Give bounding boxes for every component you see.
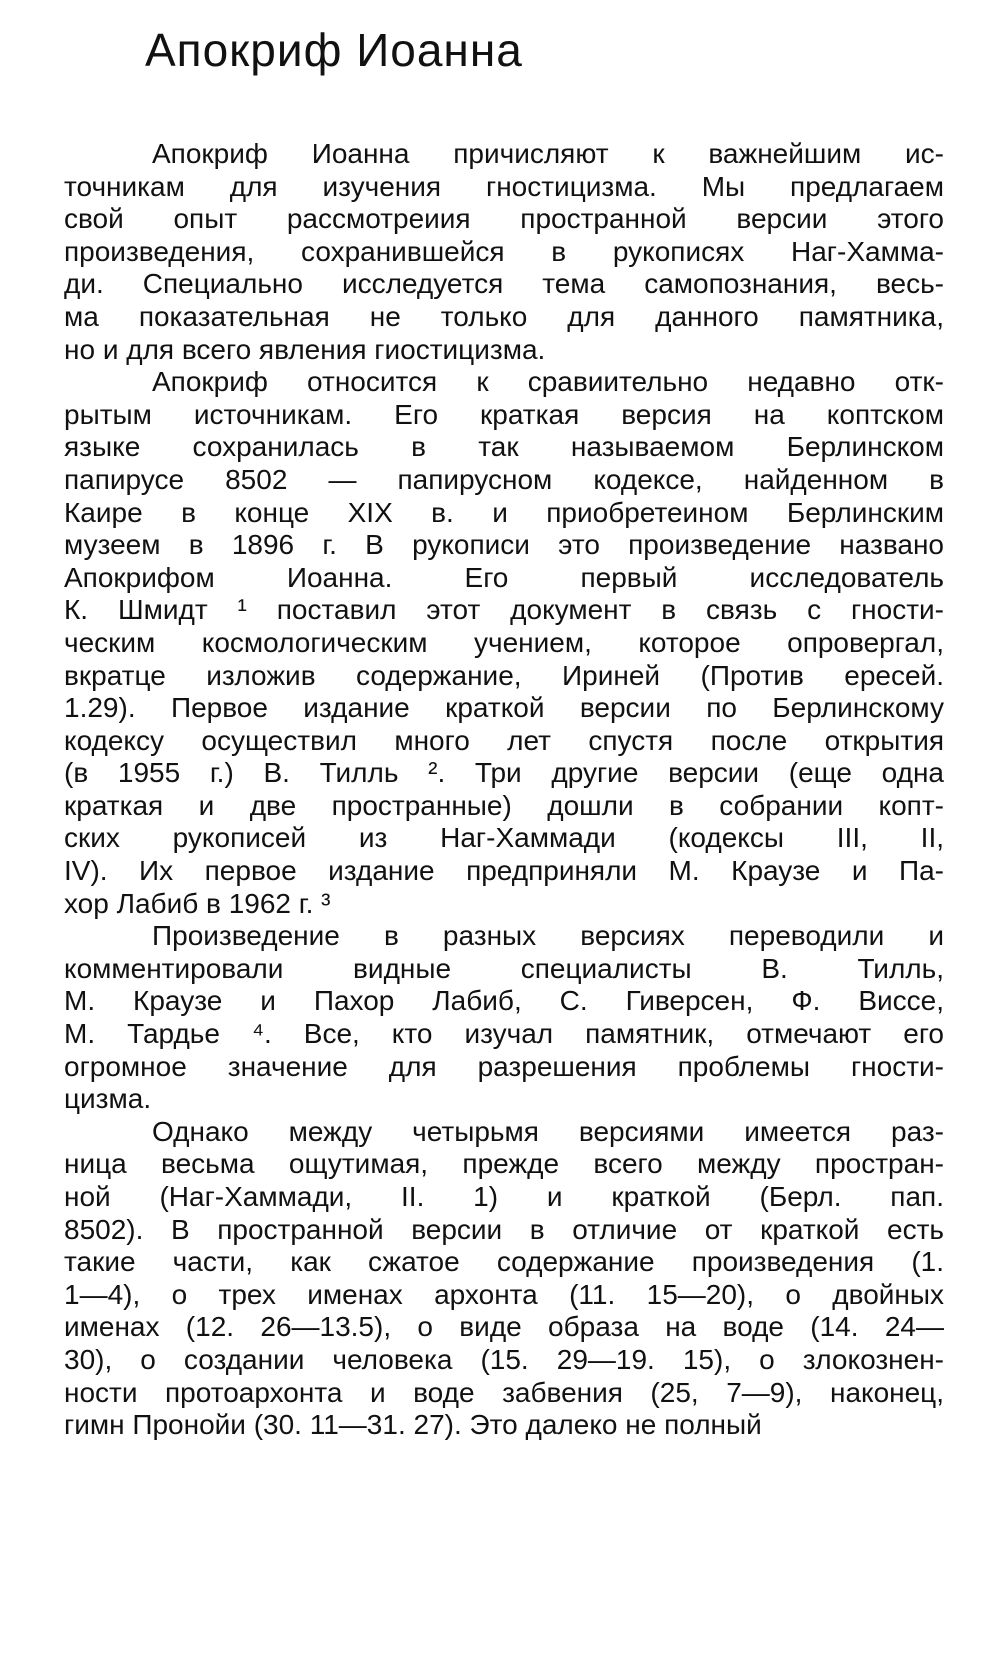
text-line: такие части, как сжатое содержание произведения (1. bbox=[64, 1246, 944, 1278]
text-line: ница весьма ощутимая, прежде всего между простран- bbox=[64, 1148, 944, 1180]
text-line: К. Шмидт ¹ поставил этот документ в связь с гности- bbox=[64, 594, 944, 626]
text-line: IV). Их первое издание предприняли М. Краузе и Па- bbox=[64, 855, 944, 887]
text-line: произведения, сохранившейся в рукописях Наг-Хамма- bbox=[64, 235, 944, 267]
text-line: языке сохранилась в так называемом Берлинском bbox=[64, 431, 944, 463]
text-line: папирусе 8502 — папирусном кодексе, найденном в bbox=[64, 463, 944, 495]
text-line: 1.29). Первое издание краткой версии по Берлинскому bbox=[64, 692, 944, 724]
text-line: Произведение в разных версиях переводили и bbox=[152, 920, 944, 952]
paragraph-4 bbox=[64, 1116, 944, 1442]
text-line: Апокриф относится к сравиительно недавно отк- bbox=[152, 366, 944, 398]
body-text bbox=[64, 138, 944, 1442]
page-title: Апокриф Иоанна bbox=[145, 24, 523, 76]
text-line: ских рукописей из Наг-Хаммади (кодексы III, II, bbox=[64, 822, 944, 854]
text-line: Апокрифом Иоанна. Его первый исследователь bbox=[64, 561, 944, 593]
text-line: огромное значение для разрешения проблемы гности- bbox=[64, 1050, 944, 1082]
text-line: точникам для изучения гностицизма. Мы предлагаем bbox=[64, 170, 944, 202]
text-line: Однако между четырьмя версиями имеется раз- bbox=[152, 1115, 944, 1147]
text-line: Апокриф Иоанна причисляют к важнейшим ис- bbox=[152, 138, 944, 169]
text-line: 1—4), о трех именах архонта (11. 15—20), о двойных bbox=[64, 1278, 944, 1310]
text-line: вкратце изложив содержание, Ириней (Против ересей. bbox=[64, 659, 944, 691]
text-line: именах (12. 26—13.5), о виде образа на воде (14. 24— bbox=[64, 1311, 944, 1343]
text-line: цизма. bbox=[64, 1083, 152, 1115]
text-line: М. Краузе и Пахор Лабиб, С. Гиверсен, Ф. Виссе, bbox=[64, 985, 944, 1017]
text-line: Каире в конце XIX в. и приобретеином Берлинским bbox=[64, 496, 944, 528]
text-line: ческим космологическим учением, которое опровергал, bbox=[64, 626, 944, 658]
text-line: музеем в 1896 г. В рукописи это произведение названо bbox=[64, 529, 944, 561]
text-line: 8502). В пространной версии в отличие от краткой есть bbox=[64, 1213, 944, 1245]
text-line: но и для всего явления гиостицизма. bbox=[64, 333, 546, 365]
text-line: ности протоархонта и воде забвения (25, 7—9), наконец, bbox=[64, 1376, 944, 1408]
text-line: М. Тардье ⁴. Все, кто изучал памятник, отмечают его bbox=[64, 1018, 944, 1050]
text-line: 30), о создании человека (15. 29—19. 15), о злокознен- bbox=[64, 1343, 944, 1375]
text-line: гимн Пронойи (30. 11—31. 27). Это далеко не полный bbox=[64, 1409, 762, 1441]
text-line: краткая и две пространные) дошли в собрании копт- bbox=[64, 789, 944, 821]
text-line: свой опыт рассмотреиия пространной версии этого bbox=[64, 203, 944, 235]
paragraph-3 bbox=[64, 920, 944, 1116]
text-line: рытым источникам. Его краткая версия на коптском bbox=[64, 398, 944, 430]
text-line: комментировали видные специалисты В. Тилль, bbox=[64, 952, 944, 984]
text-line: ной (Наг-Хаммади, II. 1) и краткой (Берл. пап. bbox=[64, 1181, 944, 1212]
text-line: ди. Специально исследуется тема самопознания, весь- bbox=[64, 268, 944, 300]
paragraph-2 bbox=[64, 366, 944, 920]
text-line: хор Лабиб в 1962 г. ³ bbox=[64, 887, 331, 919]
text-line: (в 1955 г.) В. Тилль ². Три другие версии (еще одна bbox=[64, 757, 944, 789]
text-line: ма показательная не только для данного памятника, bbox=[64, 300, 944, 332]
paragraph-1 bbox=[64, 138, 944, 366]
text-line: кодексу осуществил много лет спустя после открытия bbox=[64, 724, 944, 756]
